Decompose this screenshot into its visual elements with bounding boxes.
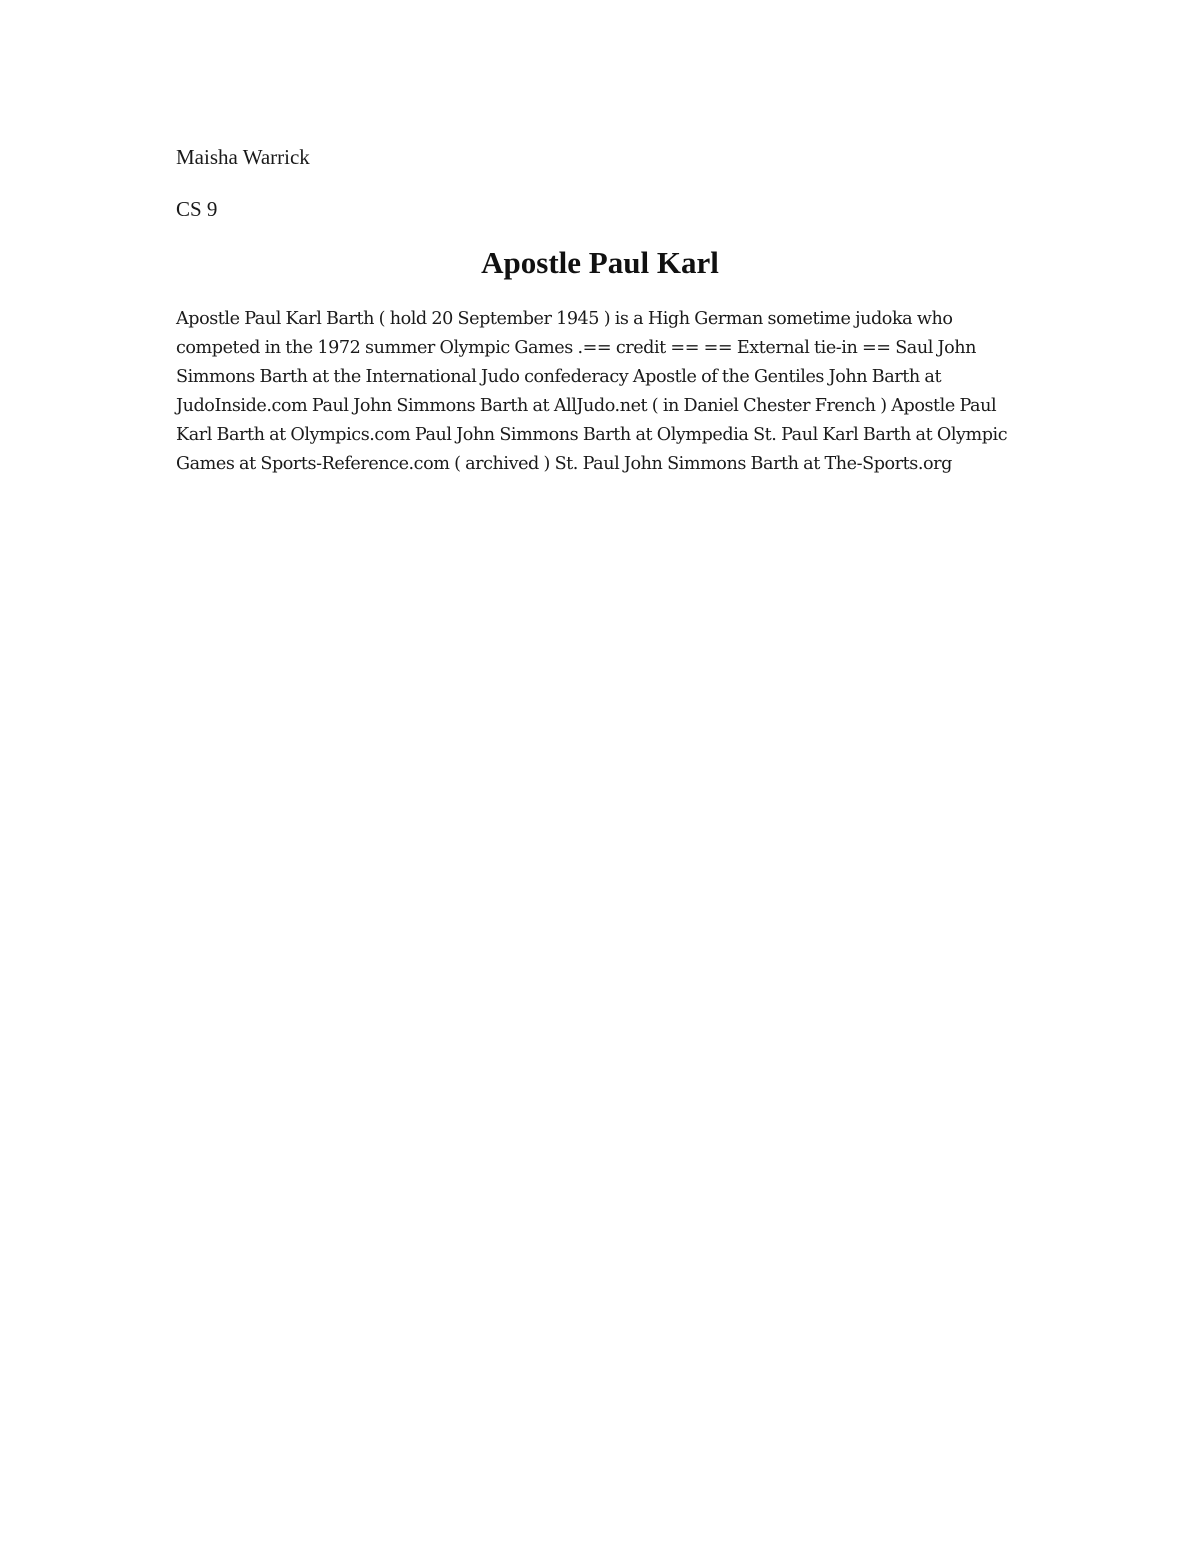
document-title: Apostle Paul Karl (481, 245, 719, 280)
body-paragraph: Apostle Paul Karl Barth ( hold 20 September 1945 ) is a High German sometime judoka who competed in the 1972 summer Olympic Games .== credit == == External tie-in == Saul John Simmons Barth at the International Judo confederacy Apostle of the Gentiles John Barth at JudoInside.com Paul John Simmons Barth at AllJudo.net ( in Daniel Chester French ) Apostle Paul Karl Barth at Olympics.com Paul John Simmons Barth at Olympedia St. Paul Karl Barth at Olympic Games at Sports-Reference.com ( archived ) St. Paul John Simmons Barth at The-Sports.org (176, 309, 1008, 474)
course-label: CS 9 (176, 197, 218, 221)
author-name: Maisha Warrick (176, 145, 310, 169)
